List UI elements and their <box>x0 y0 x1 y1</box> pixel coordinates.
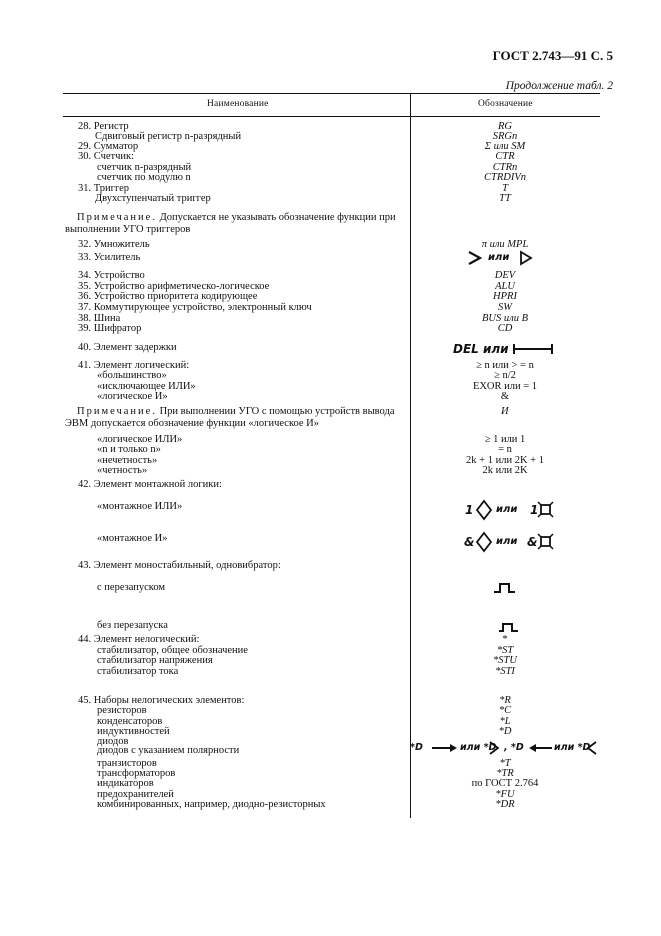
page-header: ГОСТ 2.743—91 С. 5 <box>492 48 613 63</box>
row-name: транзисторов <box>97 758 157 769</box>
amplifier-triangle-icon <box>521 252 531 264</box>
note-text: Допускается не указывать обозначение функции при выполнении УГО триггеров <box>65 212 396 235</box>
row-name: «нечетность» <box>97 455 158 466</box>
row-designation: = n <box>498 444 512 455</box>
row-name: 45. Наборы нелогических элементов: <box>78 695 245 706</box>
row-name: 28. Регистр <box>78 121 129 132</box>
row-name: 33. Усилитель <box>78 252 141 263</box>
wired-or-or-label: или <box>496 504 518 515</box>
row-name: 41. Элемент логический: <box>78 360 190 371</box>
row-name: Сдвиговый регистр n-разрядный <box>95 131 242 142</box>
wired-and-amp-b-label: & <box>527 535 538 549</box>
row-designation: *T <box>499 758 511 769</box>
row-name: 43. Элемент моностабильный, одновибратор: <box>78 560 281 571</box>
row-designation: BUS или B <box>482 313 528 324</box>
row-name: 44. Элемент нелогический: <box>78 634 200 645</box>
row-name: конденсаторов <box>97 716 163 727</box>
row-name: трансформаторов <box>97 768 176 779</box>
row-designation: SRGn <box>492 131 518 142</box>
row-name: «четность» <box>97 465 148 476</box>
note-text: При выполнении УГО с помощью устройств вывода ЭВМ допускается обозначение функции «логическое И» <box>65 406 395 429</box>
row-name: комбинированных, например, диодно-резисторных <box>97 799 326 810</box>
wired-or-diamond-icon <box>477 501 491 519</box>
row-name: счетчик n-разрядный <box>97 162 192 173</box>
row-name: «логическое ИЛИ» <box>97 434 183 445</box>
row-designation: CD <box>497 323 513 334</box>
row-designation: по ГОСТ 2.764 <box>471 778 539 789</box>
row-name: с перезапуском <box>97 582 166 593</box>
wired-and-amp-label: & <box>464 535 475 549</box>
row-designation: TT <box>499 193 511 204</box>
row-name: 40. Элемент задержки <box>78 342 177 353</box>
row-name: «монтажное И» <box>97 533 168 544</box>
row-designation: ≥ n или > = n <box>476 360 534 371</box>
row-designation: HPRI <box>493 291 517 302</box>
wired-and-or-label: или <box>496 536 518 547</box>
column-header-designation: Обозначение <box>478 99 533 109</box>
row-name: Двухступенчатый триггер <box>95 193 211 204</box>
note-label: Примечание. <box>77 406 157 417</box>
delay-del-label: DEL или <box>453 342 509 356</box>
row-name: счетчик по модулю n <box>97 172 191 183</box>
amplifier-or-label: или <box>488 252 510 263</box>
row-name: «логическое И» <box>97 391 168 402</box>
row-designation: *FU <box>495 789 515 800</box>
row-name: «большинство» <box>97 370 167 381</box>
row-name: стабилизатор тока <box>97 666 179 677</box>
row-designation: Σ или SM <box>484 141 526 152</box>
wired-or-1-label: 1 <box>465 503 474 517</box>
row-name: стабилизатор напряжения <box>97 655 213 666</box>
row-designation: *STI <box>495 666 515 677</box>
row-designation: *L <box>499 716 511 727</box>
row-designation: *C <box>498 705 512 716</box>
wired-or-square-icon <box>541 505 550 514</box>
row-designation: T <box>502 183 508 194</box>
row-name: «n и только n» <box>97 444 161 455</box>
row-designation: RG <box>498 121 512 132</box>
row-name: 35. Устройство арифметическо-логическое <box>78 281 270 292</box>
row-name: индуктивностей <box>97 726 170 737</box>
row-designation: & <box>500 391 510 402</box>
row-name: 38. Шина <box>78 313 121 324</box>
row-name: индикаторов <box>97 778 154 789</box>
row-name: «исключающее ИЛИ» <box>97 381 196 392</box>
row-name: «монтажное ИЛИ» <box>97 501 183 512</box>
pulse-retrigger-icon <box>494 584 515 592</box>
diode-or1-label: или *D <box>460 742 497 753</box>
amplifier-arrow-icon <box>469 252 480 264</box>
row-name: резисторов <box>97 705 147 716</box>
wired-or-1b-label: 1 <box>530 503 539 517</box>
row-designation: SW <box>498 302 512 313</box>
column-header-name: Наименование <box>207 99 269 109</box>
row-name: стабилизатор, общее обозначение <box>97 645 248 656</box>
row-name: 32. Умножитель <box>78 239 150 250</box>
wired-and-diamond-icon <box>477 533 491 551</box>
wired-and-square-icon <box>541 537 550 546</box>
row-name: 36. Устройство приоритета кодирующее <box>78 291 258 302</box>
row-designation: CTRn <box>492 162 518 173</box>
row-designation: CTRDIVn <box>484 172 526 183</box>
row-name: диодов <box>97 736 129 747</box>
row-designation: * <box>502 634 508 645</box>
row-designation: ≥ 1 или 1 <box>484 434 526 445</box>
row-name: 29. Сумматор <box>78 141 139 152</box>
diode-or2-label: или *D <box>554 742 591 753</box>
row-designation: π или MPL <box>481 239 529 250</box>
row-name: 30. Счетчик: <box>78 151 135 162</box>
row-designation: ALU <box>495 281 515 292</box>
row-designation: CTR <box>495 151 515 162</box>
table-continuation-label: Продолжение табл. 2 <box>505 80 613 92</box>
row-designation: 2k + 1 или 2K + 1 <box>466 455 544 466</box>
diode-d1-label: *D <box>410 742 423 753</box>
row-designation: *R <box>499 695 511 706</box>
row-name: 37. Коммутирующее устройство, электронный ключ <box>78 302 312 313</box>
row-designation: EXOR или = 1 <box>472 381 538 392</box>
row-name: 34. Устройство <box>78 270 145 281</box>
row-name: предохранителей <box>97 789 174 800</box>
row-designation: 2k или 2K <box>482 465 528 476</box>
row-designation: ≥ n/2 <box>494 370 516 381</box>
row-name: диодов с указанием полярности <box>97 745 240 756</box>
diode-d2-label: , *D <box>504 742 524 753</box>
note-label: Примечание. <box>77 212 157 223</box>
row-name: 39. Шифратор <box>78 323 142 334</box>
row-designation: *D <box>498 726 512 737</box>
row-designation: *DR <box>495 799 515 810</box>
row-designation: *STU <box>493 655 517 666</box>
row-designation: *ST <box>496 645 514 656</box>
row-designation: DEV <box>494 270 516 281</box>
row-designation: *TR <box>496 768 514 779</box>
row-name: 42. Элемент монтажной логики: <box>78 479 222 490</box>
row-name: без перезапуска <box>97 620 168 631</box>
row-name: 31. Триггер <box>78 183 130 194</box>
note-2-designation: И <box>501 406 509 417</box>
pulse-no-retrigger-icon <box>499 624 518 631</box>
